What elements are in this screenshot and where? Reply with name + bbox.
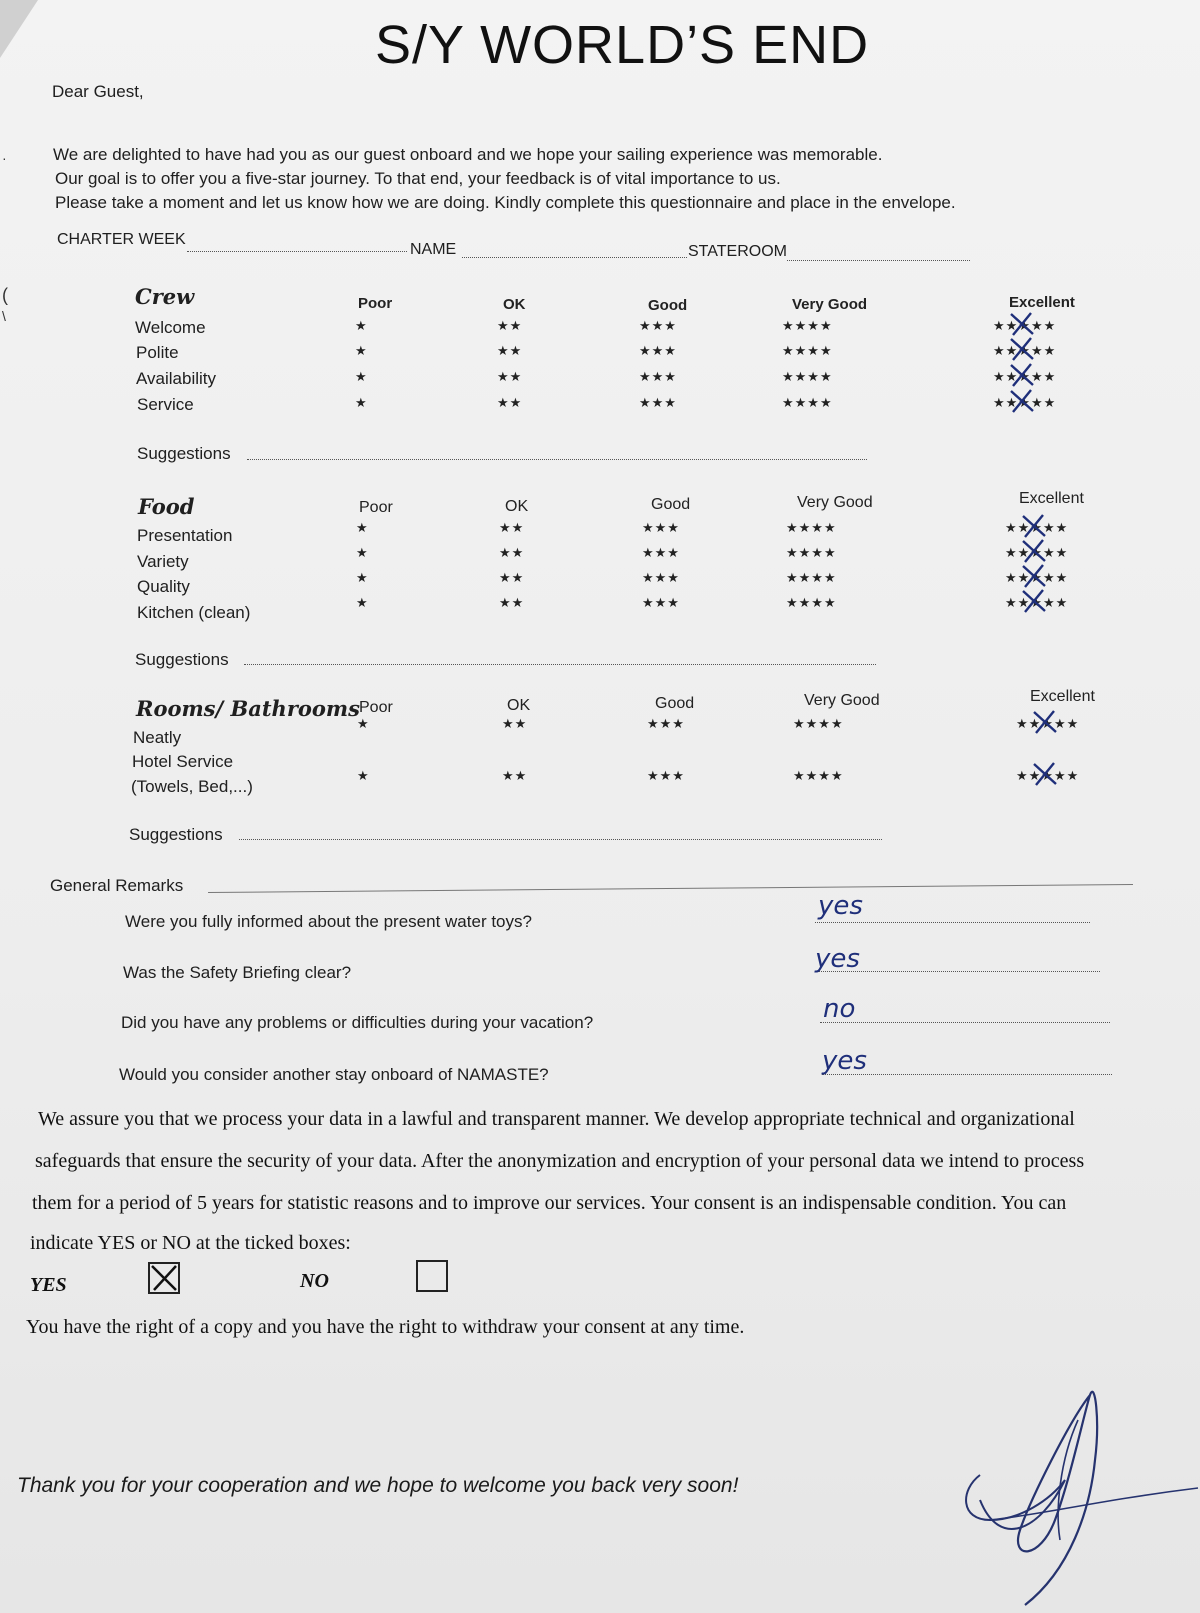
crew-rating-option[interactable]: ★★★ [639,318,677,333]
rating-header-poor: Poor [359,699,393,716]
rating-header-excellent: Excellent [1030,688,1095,705]
rooms-rating-option[interactable]: ★★★ [647,768,685,783]
rating-header-poor: Poor [358,295,393,312]
food-rating-option[interactable]: ★★ [499,570,525,585]
food-rating-option[interactable]: ★★★★★ [1005,545,1069,560]
selected-rating-x-mark [1030,760,1060,788]
crew-rating-option[interactable]: ★★★★ [782,395,833,410]
rooms-rating-option[interactable]: ★★★★ [793,768,844,783]
food-item-variety: Variety [137,552,189,571]
rating-header-very-good: Very Good [797,494,873,511]
food-suggestions-label: Suggestions [135,650,229,669]
selected-rating-x-mark [1019,537,1049,565]
intro-line-2: Our goal is to offer you a five-star journey. To that end, your feedback is of vital importance to us. [55,169,781,188]
crew-item-welcome: Welcome [135,318,206,337]
selected-rating-x-mark [1007,387,1037,415]
rating-header-very-good: Very Good [792,296,868,313]
rating-header-good: Good [651,496,691,513]
crew-rating-option[interactable]: ★★★★ [782,369,833,384]
rating-header-good: Good [648,297,688,314]
food-rating-option[interactable]: ★★★★★ [1005,520,1069,535]
selected-rating-x-mark [1019,587,1049,615]
food-rating-option[interactable]: ★★★ [642,520,680,535]
crew-rating-option[interactable]: ★ [355,343,368,358]
intro-line-3: Please take a moment and let us know how we are doing. Kindly complete this questionnaire and place in the envelope. [55,193,956,212]
selected-rating-x-mark [1030,708,1060,736]
rooms-rating-option[interactable]: ★★★★★ [1016,716,1080,731]
food-suggestions-field[interactable] [244,664,876,665]
crew-rating-option[interactable]: ★★★★ [782,343,833,358]
crew-rating-option[interactable]: ★ [355,395,368,410]
margin-mark: ( [2,285,8,305]
answer-safety-briefing: yes [815,944,860,974]
rooms-rating-option[interactable]: ★ [357,716,370,731]
rating-header-ok: OK [505,498,529,515]
food-rating-option[interactable]: ★ [356,520,369,535]
privacy-line-4: indicate YES or NO at the ticked boxes: [30,1232,351,1254]
crew-rating-option[interactable]: ★★ [497,369,523,384]
thank-you-note: Thank you for your cooperation and we hope to welcome you back very soon! [17,1474,739,1497]
stateroom-label: STATEROOM [688,243,787,260]
crew-rating-option[interactable]: ★ [355,318,368,333]
crew-item-polite: Polite [136,343,179,362]
food-rating-option[interactable]: ★★ [499,595,525,610]
rating-header-poor: Poor [359,499,393,516]
crew-rating-option[interactable]: ★ [355,369,368,384]
food-rating-option[interactable]: ★★★★★ [1005,570,1069,585]
selected-rating-x-mark [1007,335,1037,363]
rooms-item-towels-bed: (Towels, Bed,...) [131,777,253,796]
rating-header-very-good: Very Good [804,692,880,709]
crew-rating-option[interactable]: ★★★ [639,343,677,358]
question-water-toys: Were you fully informed about the present water toys? [125,912,532,931]
crew-rating-option[interactable]: ★★ [497,343,523,358]
answer-another-stay: yes [822,1046,867,1076]
intro-line-1: We are delighted to have had you as our guest onboard and we hope your sailing experience was memorable. [53,145,883,164]
food-rating-option[interactable]: ★★★★★ [1005,595,1069,610]
crew-item-availability: Availability [136,369,217,388]
privacy-line-1: We assure you that we process your data in a lawful and transparent manner. We develop appropriate technical and organizational [38,1108,1075,1130]
food-rating-option[interactable]: ★★★★ [786,545,837,560]
signature [960,1380,1200,1610]
consent-yes-label: YES [30,1274,67,1296]
consent-no-checkbox[interactable] [416,1260,448,1292]
food-item-kitchen: Kitchen (clean) [137,603,251,622]
charter-week-field[interactable] [187,251,407,252]
crew-item-service: Service [137,395,194,414]
crew-suggestions-field[interactable] [247,459,867,460]
crew-rating-option[interactable]: ★★ [497,318,523,333]
selected-rating-x-mark [1007,310,1037,338]
rooms-rating-option[interactable]: ★★★ [647,716,685,731]
section-title-crew: Crew [135,284,195,309]
general-remarks-label: General Remarks [50,876,184,895]
selected-rating-x-mark [1019,512,1049,540]
section-title-rooms: Rooms/ Bathrooms [136,696,360,721]
answer-water-toys: yes [818,891,863,921]
food-rating-option[interactable]: ★★★ [642,570,680,585]
answer-line-3[interactable] [820,1022,1110,1023]
greeting: Dear Guest, [52,82,144,101]
stateroom-field[interactable] [787,260,970,261]
food-rating-option[interactable]: ★★★ [642,595,680,610]
rooms-suggestions-label: Suggestions [129,825,223,844]
privacy-line-3: them for a period of 5 years for statistic reasons and to improve our services. Your consent is an indispensable condition. You can [32,1192,1067,1214]
consent-yes-checkbox[interactable] [148,1262,180,1294]
crew-suggestions-label: Suggestions [137,444,231,463]
answer-line-2[interactable] [818,971,1100,972]
margin-mark: · [2,150,7,166]
rating-header-excellent: Excellent [1019,490,1084,507]
rooms-rating-option[interactable]: ★ [357,768,370,783]
selected-rating-x-mark [1007,361,1037,389]
form-title: S/Y WORLD’S END [375,15,870,75]
question-another-stay: Would you consider another stay onboard of NAMASTE? [119,1065,549,1084]
name-field[interactable] [462,257,687,258]
crew-rating-option[interactable]: ★★ [497,395,523,410]
page-fold-corner [0,0,38,58]
privacy-line-2: safeguards that ensure the security of your data. After the anonymization and encryption of your personal data we intend to process [35,1150,1085,1172]
food-rating-option[interactable]: ★ [356,595,369,610]
crew-rating-option[interactable]: ★★★ [639,395,677,410]
crew-rating-option[interactable]: ★★★★ [782,318,833,333]
question-safety-briefing: Was the Safety Briefing clear? [123,963,352,982]
rooms-item-neatly: Neatly [133,728,182,747]
section-title-food: Food [138,494,195,519]
rooms-rating-option[interactable]: ★★★★ [793,716,844,731]
crew-rating-option[interactable]: ★★★★★ [993,343,1057,358]
charter-week-label: CHARTER WEEK [57,231,186,248]
food-item-quality: Quality [137,577,190,596]
question-problems: Did you have any problems or difficulties during your vacation? [121,1013,594,1032]
rooms-rating-option[interactable]: ★★ [502,768,528,783]
name-label: NAME [410,241,457,258]
rating-header-excellent: Excellent [1009,294,1075,311]
rating-header-ok: OK [503,296,526,313]
checkbox-x-mark [150,1264,178,1292]
food-rating-option[interactable]: ★ [356,570,369,585]
general-remarks-field[interactable] [208,884,1133,893]
crew-rating-option[interactable]: ★★★ [639,369,677,384]
selected-rating-x-mark [1019,562,1049,590]
food-rating-option[interactable]: ★★ [499,545,525,560]
food-rating-option[interactable]: ★★★ [642,545,680,560]
answer-line-1[interactable] [815,922,1090,923]
rating-header-ok: OK [507,697,531,714]
food-rating-option[interactable]: ★★★★ [786,595,837,610]
crew-rating-option[interactable]: ★★★★★ [993,395,1057,410]
crew-rating-option[interactable]: ★★★★★ [993,318,1057,333]
food-rating-option[interactable]: ★★ [499,520,525,535]
rights-statement: You have the right of a copy and you have the right to withdraw your consent at any time. [26,1316,745,1338]
crew-rating-option[interactable]: ★★★★★ [993,369,1057,384]
margin-mark: \ [2,308,6,324]
food-rating-option[interactable]: ★ [356,545,369,560]
rooms-rating-option[interactable]: ★★ [502,716,528,731]
consent-no-label: NO [300,1270,329,1292]
answer-problems: no [823,994,856,1024]
food-rating-option[interactable]: ★★★★ [786,520,837,535]
rating-header-good: Good [655,695,695,712]
rooms-rating-option[interactable]: ★★★★★ [1016,768,1080,783]
food-rating-option[interactable]: ★★★★ [786,570,837,585]
rooms-suggestions-field[interactable] [239,839,882,840]
rooms-item-hotel-service: Hotel Service [132,752,234,771]
food-item-presentation: Presentation [137,526,233,545]
